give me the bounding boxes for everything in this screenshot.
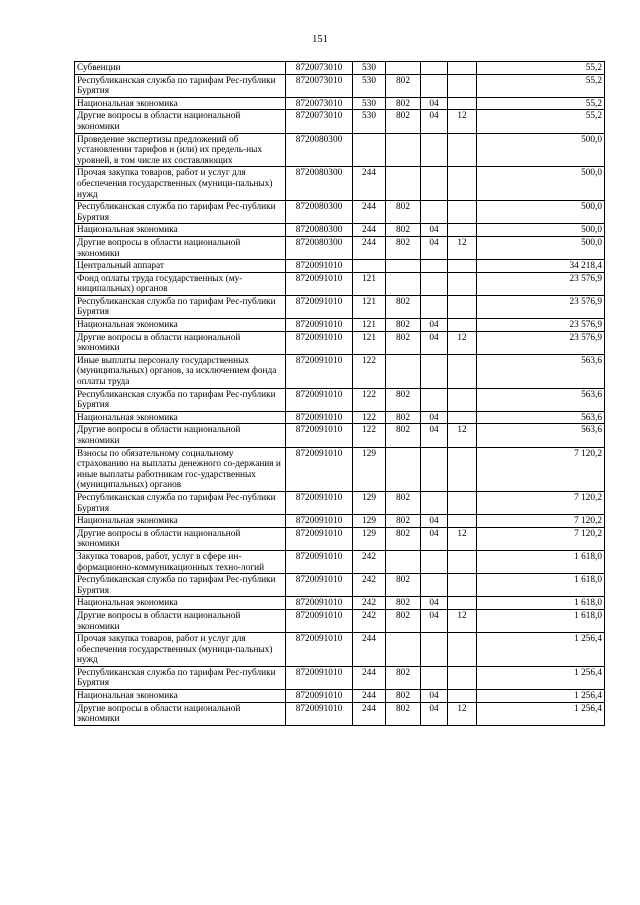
subsection-code-cell — [448, 167, 477, 201]
expense-name-cell: Фонд оплаты труда государственных (му-ниципальных) органов — [75, 272, 286, 295]
expense-type-code-cell: 244 — [353, 201, 386, 224]
expense-name-cell: Национальная экономика — [75, 690, 286, 703]
table-row — [75, 97, 605, 110]
expense-name-cell: Другие вопросы в области национальной экономики — [75, 527, 286, 550]
administrator-code-cell: 802 — [386, 527, 421, 550]
section-code-cell — [421, 133, 448, 167]
subsection-code-cell — [448, 550, 477, 573]
target-article-code-cell: 8720073010 — [286, 110, 353, 133]
expense-name-cell: Республиканская служба по тарифам Рес-публики Бурятия — [75, 666, 286, 689]
administrator-code-cell — [386, 272, 421, 295]
section-code-cell: 04 — [421, 319, 448, 332]
amount-cell: 55,2 — [477, 74, 605, 97]
target-article-code-cell: 8720091010 — [286, 515, 353, 528]
expense-name-cell: Республиканская служба по тарифам Рес-публики Бурятия — [75, 574, 286, 597]
amount-cell: 1 256,4 — [477, 666, 605, 689]
expense-name-cell: Другие вопросы в области национальной экономики — [75, 702, 286, 725]
amount-cell: 1 618,0 — [477, 550, 605, 573]
administrator-code-cell — [386, 550, 421, 573]
target-article-code-cell: 8720091010 — [286, 550, 353, 573]
target-article-code-cell: 8720091010 — [286, 411, 353, 424]
table-row — [75, 527, 605, 550]
expense-name-cell: Другие вопросы в области национальной экономики — [75, 331, 286, 354]
target-article-code-cell: 8720091010 — [286, 609, 353, 632]
section-code-cell: 04 — [421, 110, 448, 133]
section-code-cell — [421, 574, 448, 597]
subsection-code-cell — [448, 574, 477, 597]
target-article-code-cell: 8720091010 — [286, 354, 353, 388]
section-code-cell — [421, 74, 448, 97]
table-row — [75, 633, 605, 667]
expense-name-cell: Национальная экономика — [75, 411, 286, 424]
expense-name-cell: Другие вопросы в области национальной экономики — [75, 110, 286, 133]
amount-cell: 1 256,4 — [477, 633, 605, 667]
target-article-code-cell: 8720080300 — [286, 236, 353, 259]
amount-cell: 23 576,9 — [477, 295, 605, 318]
table-row — [75, 550, 605, 573]
subsection-code-cell — [448, 97, 477, 110]
subsection-code-cell — [448, 295, 477, 318]
section-code-cell — [421, 633, 448, 667]
section-code-cell: 04 — [421, 690, 448, 703]
amount-cell: 500,0 — [477, 236, 605, 259]
administrator-code-cell — [386, 62, 421, 75]
subsection-code-cell — [448, 74, 477, 97]
target-article-code-cell: 8720073010 — [286, 74, 353, 97]
table-row — [75, 133, 605, 167]
expense-name-cell: Республиканская служба по тарифам Рес-публики Бурятия — [75, 201, 286, 224]
administrator-code-cell: 802 — [386, 666, 421, 689]
section-code-cell — [421, 447, 448, 491]
expense-type-code-cell: 122 — [353, 354, 386, 388]
administrator-code-cell: 802 — [386, 201, 421, 224]
amount-cell: 1 618,0 — [477, 574, 605, 597]
subsection-code-cell — [448, 515, 477, 528]
target-article-code-cell: 8720091010 — [286, 388, 353, 411]
table-row — [75, 574, 605, 597]
section-code-cell — [421, 201, 448, 224]
administrator-code-cell: 802 — [386, 609, 421, 632]
expense-name-cell: Национальная экономика — [75, 597, 286, 610]
section-code-cell — [421, 260, 448, 273]
subsection-code-cell — [448, 201, 477, 224]
table-row — [75, 62, 605, 75]
subsection-code-cell — [448, 133, 477, 167]
administrator-code-cell: 802 — [386, 110, 421, 133]
administrator-code-cell — [386, 354, 421, 388]
target-article-code-cell: 8720091010 — [286, 690, 353, 703]
amount-cell: 55,2 — [477, 110, 605, 133]
subsection-code-cell — [448, 260, 477, 273]
section-code-cell — [421, 666, 448, 689]
amount-cell: 563,6 — [477, 354, 605, 388]
section-code-cell: 04 — [421, 224, 448, 237]
section-code-cell: 04 — [421, 597, 448, 610]
expense-type-code-cell: 242 — [353, 574, 386, 597]
amount-cell: 563,6 — [477, 424, 605, 447]
target-article-code-cell: 8720091010 — [286, 295, 353, 318]
section-code-cell: 04 — [421, 97, 448, 110]
amount-cell: 1 618,0 — [477, 597, 605, 610]
target-article-code-cell: 8720073010 — [286, 62, 353, 75]
amount-cell: 1 618,0 — [477, 609, 605, 632]
expense-type-code-cell: 244 — [353, 666, 386, 689]
administrator-code-cell — [386, 633, 421, 667]
amount-cell: 500,0 — [477, 201, 605, 224]
expense-type-code-cell: 122 — [353, 388, 386, 411]
target-article-code-cell: 8720091010 — [286, 447, 353, 491]
section-code-cell: 04 — [421, 331, 448, 354]
amount-cell: 7 120,2 — [477, 447, 605, 491]
budget-table-body — [75, 62, 605, 726]
expense-type-code-cell: 530 — [353, 97, 386, 110]
target-article-code-cell: 8720091010 — [286, 633, 353, 667]
table-row — [75, 388, 605, 411]
expense-type-code-cell: 129 — [353, 447, 386, 491]
table-row — [75, 666, 605, 689]
target-article-code-cell: 8720091010 — [286, 319, 353, 332]
expense-type-code-cell — [353, 133, 386, 167]
expense-type-code-cell: 244 — [353, 167, 386, 201]
subsection-code-cell — [448, 62, 477, 75]
amount-cell: 7 120,2 — [477, 527, 605, 550]
section-code-cell — [421, 354, 448, 388]
subsection-code-cell: 12 — [448, 609, 477, 632]
target-article-code-cell: 8720073010 — [286, 97, 353, 110]
expense-type-code-cell: 121 — [353, 272, 386, 295]
subsection-code-cell — [448, 690, 477, 703]
section-code-cell — [421, 388, 448, 411]
administrator-code-cell: 802 — [386, 388, 421, 411]
expense-name-cell: Национальная экономика — [75, 319, 286, 332]
amount-cell: 23 576,9 — [477, 319, 605, 332]
expense-type-code-cell: 122 — [353, 411, 386, 424]
expense-type-code-cell: 129 — [353, 515, 386, 528]
administrator-code-cell: 802 — [386, 515, 421, 528]
administrator-code-cell — [386, 167, 421, 201]
administrator-code-cell: 802 — [386, 319, 421, 332]
table-row — [75, 319, 605, 332]
section-code-cell — [421, 62, 448, 75]
administrator-code-cell: 802 — [386, 236, 421, 259]
table-row — [75, 447, 605, 491]
expense-name-cell: Республиканская служба по тарифам Рес-публики Бурятия — [75, 74, 286, 97]
amount-cell: 563,6 — [477, 388, 605, 411]
table-row — [75, 295, 605, 318]
expense-name-cell: Субвенции — [75, 62, 286, 75]
section-code-cell: 04 — [421, 424, 448, 447]
table-row — [75, 236, 605, 259]
section-code-cell: 04 — [421, 411, 448, 424]
target-article-code-cell: 8720091010 — [286, 527, 353, 550]
expense-type-code-cell: 129 — [353, 527, 386, 550]
section-code-cell — [421, 167, 448, 201]
expense-name-cell: Республиканская служба по тарифам Рес-публики Бурятия — [75, 388, 286, 411]
target-article-code-cell: 8720080300 — [286, 167, 353, 201]
subsection-code-cell — [448, 666, 477, 689]
expense-name-cell: Республиканская служба по тарифам Рес-публики Бурятия — [75, 491, 286, 514]
table-row — [75, 354, 605, 388]
target-article-code-cell: 8720091010 — [286, 491, 353, 514]
table-row — [75, 167, 605, 201]
table-row — [75, 491, 605, 514]
expense-name-cell: Национальная экономика — [75, 97, 286, 110]
table-row — [75, 690, 605, 703]
table-row — [75, 272, 605, 295]
expense-type-code-cell: 121 — [353, 319, 386, 332]
administrator-code-cell: 802 — [386, 411, 421, 424]
subsection-code-cell — [448, 411, 477, 424]
administrator-code-cell: 802 — [386, 597, 421, 610]
target-article-code-cell: 8720080300 — [286, 224, 353, 237]
expense-name-cell: Республиканская служба по тарифам Рес-публики Бурятия — [75, 295, 286, 318]
administrator-code-cell — [386, 260, 421, 273]
expense-name-cell: Национальная экономика — [75, 224, 286, 237]
target-article-code-cell: 8720091010 — [286, 331, 353, 354]
target-article-code-cell: 8720080300 — [286, 201, 353, 224]
amount-cell: 500,0 — [477, 133, 605, 167]
budget-table — [74, 61, 605, 726]
expense-type-code-cell: 121 — [353, 331, 386, 354]
administrator-code-cell: 802 — [386, 295, 421, 318]
amount-cell: 1 256,4 — [477, 702, 605, 725]
administrator-code-cell: 802 — [386, 424, 421, 447]
table-row — [75, 260, 605, 273]
expense-type-code-cell: 244 — [353, 236, 386, 259]
table-row — [75, 331, 605, 354]
administrator-code-cell: 802 — [386, 224, 421, 237]
expense-name-cell: Другие вопросы в области национальной экономики — [75, 424, 286, 447]
subsection-code-cell — [448, 354, 477, 388]
section-code-cell: 04 — [421, 702, 448, 725]
subsection-code-cell — [448, 272, 477, 295]
target-article-code-cell: 8720091010 — [286, 574, 353, 597]
amount-cell: 563,6 — [477, 411, 605, 424]
administrator-code-cell: 802 — [386, 331, 421, 354]
expense-type-code-cell: 129 — [353, 491, 386, 514]
expense-type-code-cell: 242 — [353, 550, 386, 573]
administrator-code-cell: 802 — [386, 702, 421, 725]
target-article-code-cell: 8720091010 — [286, 272, 353, 295]
subsection-code-cell — [448, 388, 477, 411]
section-code-cell — [421, 491, 448, 514]
amount-cell: 55,2 — [477, 62, 605, 75]
expense-type-code-cell: 244 — [353, 224, 386, 237]
table-row — [75, 609, 605, 632]
section-code-cell: 04 — [421, 527, 448, 550]
target-article-code-cell: 8720091010 — [286, 424, 353, 447]
table-row — [75, 224, 605, 237]
target-article-code-cell: 8720091010 — [286, 702, 353, 725]
table-row — [75, 597, 605, 610]
expense-type-code-cell — [353, 260, 386, 273]
amount-cell: 1 256,4 — [477, 690, 605, 703]
subsection-code-cell — [448, 633, 477, 667]
expense-name-cell: Прочая закупка товаров, работ и услуг для обеспечения государственных (муници-пальных) нужд — [75, 633, 286, 667]
expense-type-code-cell: 242 — [353, 609, 386, 632]
expense-type-code-cell: 530 — [353, 62, 386, 75]
amount-cell: 500,0 — [477, 167, 605, 201]
amount-cell: 23 576,9 — [477, 272, 605, 295]
subsection-code-cell — [448, 491, 477, 514]
expense-type-code-cell: 530 — [353, 74, 386, 97]
section-code-cell — [421, 272, 448, 295]
table-row — [75, 411, 605, 424]
expense-type-code-cell: 242 — [353, 597, 386, 610]
administrator-code-cell: 802 — [386, 690, 421, 703]
expense-type-code-cell: 122 — [353, 424, 386, 447]
subsection-code-cell: 12 — [448, 424, 477, 447]
target-article-code-cell: 8720091010 — [286, 260, 353, 273]
expense-type-code-cell: 121 — [353, 295, 386, 318]
expense-name-cell: Прочая закупка товаров, работ и услуг для обеспечения государственных (муници-пальных) нужд — [75, 167, 286, 201]
administrator-code-cell: 802 — [386, 97, 421, 110]
administrator-code-cell: 802 — [386, 74, 421, 97]
subsection-code-cell: 12 — [448, 702, 477, 725]
expense-name-cell: Другие вопросы в области национальной экономики — [75, 236, 286, 259]
table-row — [75, 702, 605, 725]
expense-type-code-cell: 244 — [353, 690, 386, 703]
administrator-code-cell — [386, 447, 421, 491]
section-code-cell: 04 — [421, 515, 448, 528]
amount-cell: 7 120,2 — [477, 515, 605, 528]
amount-cell: 7 120,2 — [477, 491, 605, 514]
subsection-code-cell — [448, 224, 477, 237]
amount-cell: 55,2 — [477, 97, 605, 110]
expense-name-cell: Центральный аппарат — [75, 260, 286, 273]
target-article-code-cell: 8720091010 — [286, 666, 353, 689]
administrator-code-cell: 802 — [386, 491, 421, 514]
section-code-cell — [421, 295, 448, 318]
expense-name-cell: Закупка товаров, работ, услуг в сфере ин-формационно-коммуникационных техно-логий — [75, 550, 286, 573]
expense-name-cell: Национальная экономика — [75, 515, 286, 528]
subsection-code-cell: 12 — [448, 236, 477, 259]
table-row — [75, 74, 605, 97]
table-row — [75, 110, 605, 133]
expense-type-code-cell: 244 — [353, 633, 386, 667]
section-code-cell: 04 — [421, 609, 448, 632]
expense-type-code-cell: 244 — [353, 702, 386, 725]
subsection-code-cell — [448, 319, 477, 332]
expense-name-cell: Взносы по обязательному социальному страхованию на выплаты денежного со-держания и иные выплаты работникам гос-ударственных (муниципальных) органов — [75, 447, 286, 491]
table-row — [75, 515, 605, 528]
table-row — [75, 424, 605, 447]
section-code-cell: 04 — [421, 236, 448, 259]
amount-cell: 34 218,4 — [477, 260, 605, 273]
subsection-code-cell: 12 — [448, 527, 477, 550]
section-code-cell — [421, 550, 448, 573]
expense-name-cell: Иные выплаты персоналу государственных (муниципальных) органов, за исключением фонда оплаты труда — [75, 354, 286, 388]
subsection-code-cell: 12 — [448, 331, 477, 354]
expense-name-cell: Другие вопросы в области национальной экономики — [75, 609, 286, 632]
subsection-code-cell — [448, 447, 477, 491]
administrator-code-cell: 802 — [386, 574, 421, 597]
amount-cell: 23 576,9 — [477, 331, 605, 354]
subsection-code-cell — [448, 597, 477, 610]
amount-cell: 500,0 — [477, 224, 605, 237]
expense-name-cell: Проведение экспертизы предложений об установлении тарифов и (или) их предель-ных уровней, в том числе их составляющих — [75, 133, 286, 167]
target-article-code-cell: 8720080300 — [286, 133, 353, 167]
target-article-code-cell: 8720091010 — [286, 597, 353, 610]
expense-type-code-cell: 530 — [353, 110, 386, 133]
table-row — [75, 201, 605, 224]
administrator-code-cell — [386, 133, 421, 167]
subsection-code-cell: 12 — [448, 110, 477, 133]
page-number: 151 — [312, 34, 328, 45]
